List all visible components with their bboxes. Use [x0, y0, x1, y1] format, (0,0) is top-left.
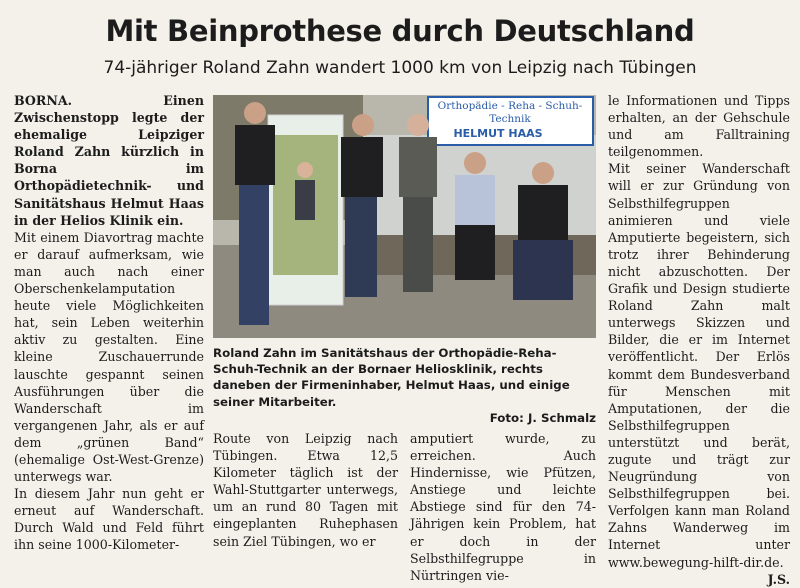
photo-credit: Foto: J. Schmalz [489, 410, 596, 425]
sign-text: Technik [489, 113, 531, 125]
caption-text: Roland Zahn im Sanitätshaus der Orthopädie-Reha-Schuh-Technik an der Bornaer Heliosklinik, rechts daneben der Firmeninhaber, Helmut Haas, und einige seiner Mitarbeiter. [213, 346, 570, 409]
column-3 [410, 430, 596, 584]
article-photo [213, 95, 596, 338]
body-paragraph [608, 160, 790, 587]
sign-text: Orthopädie - Reha - Schuh- [437, 100, 583, 112]
body-paragraph: Mit einem Diavortrag machte er darauf aufmerksam, wie man auch nach einer Oberschenkelamputation heute viele Möglichkeiten hat, sein Leben weiterhin aktiv zu gestalten. Eine kleine Zuschauerrunde lauschte gespannt seinen Ausführungen über die Wanderschaft im vergangenen Jahr, als er auf dem „grünen Band“ (ehemalige Ost-West-Grenze) unterwegs war. [14, 229, 204, 485]
column-4 [608, 92, 790, 588]
body-paragraph: Route von Leipzig nach Tübingen. Etwa 12,5 Kilometer täglich ist der Wahl-Stuttgarter unterwegs, um an rund 80 Tagen mit eingeplanten Ruhephasen sein Ziel Tübingen, wo er [213, 431, 398, 549]
body-paragraph: amputiert wurde, zu erreichen. Auch Hindernisse, wie Pfützen, Anstiege und leichte Abstiege sind für den 74-Jährigen kein Problem, hat er doch in der Selbsthilfegruppe in Nürtringen vie- [410, 431, 596, 583]
lead-paragraph: BORNA. Einen Zwischenstopp legte der ehemalige Leipziger Roland Zahn kürzlich in Borna im Orthopädietechnik- und Sanitätshaus Helmut Haas in der Helios Klinik ein. [14, 93, 204, 228]
column-2 [213, 430, 398, 550]
body-paragraph: le Informationen und Tipps erhalten, an der Gehschule und am Falltraining teilgenommen. [608, 93, 790, 160]
body-paragraph: In diesem Jahr nun geht er erneut auf Wanderschaft. Durch Wald und Feld führt ihn seine 1000-Kilometer- [14, 486, 204, 553]
headline: Mit Beinprothese durch Deutschland [105, 14, 695, 48]
sign-text: HELMUT HAAS [453, 127, 543, 140]
column-1 [14, 92, 204, 554]
subheadline: 74-jähriger Roland Zahn wandert 1000 km von Leipzig nach Tübingen [103, 58, 697, 78]
photo-illustration [213, 95, 596, 338]
photo-caption [213, 345, 596, 426]
body-text: Mit seiner Wanderschaft will er zur Gründung von Selbsthilfegruppen animieren und viele Amputierte begeistern, sich trotz ihrer Behinderung nicht abzuschotten. Der Grafik und Design studierte Roland Zahn malt unterwegs Skizzen und Bilder, die er im Internet veröffentlicht. Der Erlös kommt dem Bundesverband für Menschen mit Amputationen, der die Selbsthilfegruppen unterstützt und berät, zugute und trägt zur Neugründung von Selbsthilfegruppen bei. Verfolgen kann man Roland Zahns Wanderweg im Internet unter www.bewegung-hilft-dir.de. [608, 161, 790, 570]
author-signoff: J.S. [767, 571, 790, 587]
